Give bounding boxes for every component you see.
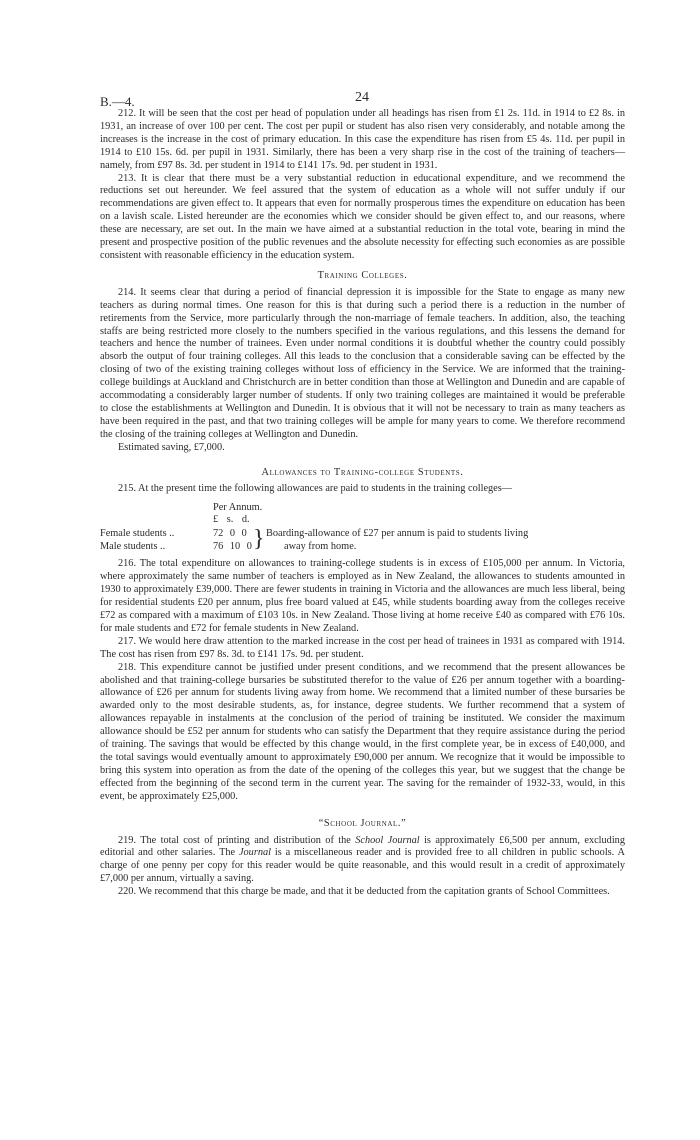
heading-training-colleges: Training Colleges. (317, 269, 408, 281)
boarding-note-line2: away from home. (284, 541, 357, 553)
estimated-saving-214: Estimated saving, £7,000. (118, 441, 225, 453)
report-reference: B.—4. (100, 94, 135, 109)
boarding-note-line1: Boarding-allowance of £27 per annum is paid to students living (266, 528, 529, 540)
heading-school-journal: “School Journal.” (318, 817, 407, 829)
document-body (100, 108, 625, 899)
page-number: 24 (355, 90, 369, 105)
paragraph-212: 212. It will be seen that the cost per head of population under all headings has risen from £1 2s. 11d. in 1914 to £2 8s. in 1931, an increase of over 100 per cent. The cost per pupil or student has also risen very considerably, and notable among the increases is the increase in the cost of primary education. In this case the expenditure has risen from £5 4s. 11d. per pupil in 1914 to £10 15s. 6d. per pupil in 1931. Similarly, there has been a very sharp rise in the cost of the training of teachers—namely, from £97 8s. 3d. per student in 1914 to £141 17s. 9d. per student in 1931. (100, 108, 625, 171)
paragraph-213: 213. It is clear that there must be a very substantial reduction in educational expenditure, and we recommend the reductions set out hereunder. We feel assured that the system of education as a whole will not suffer unduly if our recommendations are given effect to. It appears that even for normally prosperous times the expenditure on education has been on a lavish scale. Listed hereunder are the economies which we consider should be given effect to, and our reasons, where these are necessary, are set out. In the main we have aimed at a substantial reduction in the total vote, bearing in mind the present and prospective position of the public revenues and the absolute necessity for effecting such economies as are possible consistent with reasonable efficiency in the education system. (100, 172, 625, 261)
allowances-table (100, 500, 625, 556)
male-students-label: Male students .. (100, 541, 166, 553)
female-students-amount: 72 0 0 (213, 528, 247, 540)
paragraph-215: 215. At the present time the following allowances are paid to students in the training colleges— (118, 483, 513, 495)
per-annum-header: Per Annum. (213, 502, 263, 514)
paragraph-216: 216. The total expenditure on allowances to training-college students is in excess of £105,000 per annum. In Victoria, where approximately the same number of teachers is employed as in New Zealand, the allowances to students amounted in 1930 to approximately £39,000. There are fewer students in training in Victoria and the allowances are much less liberal, being for residential students £20 per annum, plus free board valued at £45, while students boarding away from the colleges receive £72 as compared with a maximum of £103 10s. in New Zealand. Those living at home receive £40 as compared with £76 10s. for male students and £72 for female students in New Zealand. (100, 558, 625, 634)
journal-title: Journal (238, 847, 272, 859)
paragraph-214: 214. It seems clear that during a period of financial depression it is impossible for the State to engage as many new teachers as during normal times. One reason for this is that during such a period there is a reduction in the number of retirements from the Service, more particularly through the non-marriage of female teachers. In addition, also, the teaching staffs are being restricted more closely to the numbers specified in the various regulations, and this lessens the demand for teachers and hence the number of trainees. Even under normal conditions it is doubtful whether the country could possibly absorb the output of four training colleges. All this leads to the conclusion that a considerable saving can be effected by the closing of two of the existing training colleges without loss of efficiency in the Service. We are informed that the training-college buildings at Auckland and Christchurch are in better condition than those at Wellington and Dunedin and are capable of accommodating a considerably larger number of students. If only two training colleges are maintained it would be preferable to close the establishments at Wellington and Dunedin. It is obvious that it will not be necessary to train as many teachers as have been required in the past, and that two training colleges will be ample for many years to come. We therefore recommend the closing of the training colleges at Wellington and Dunedin. (100, 286, 625, 440)
male-students-amount: 76 10 0 (213, 541, 252, 553)
heading-allowances: Allowances to Training-college Students. (261, 466, 464, 478)
paragraph-219: 219. The total cost of printing and distribution of the School Journal is approximately £6,500 per annum, excluding editorial and other salaries. The Journal is a miscellaneous reader and is provided free to all children in public schools. A charge of one penny per copy for this reader would be quite reasonable, and this would result in a credit of approximately £7,000 per annum, virtually a saving. (100, 834, 625, 885)
paragraph-218: 218. This expenditure cannot be justified under present conditions, and we recommend that the present allowances be abolished and that training-college bursaries be substituted therefor to the value of £26 per annum together with a boarding-allowance of £26 per annum for students living away from home. We recommend that a limited number of these bursaries be awarded only to the most desirable students, as, for instance, degree students. We further recommend that a system of allowances repayable in instalments at the conclusion of the period of training be instituted. We consider the maximum allowance should be £52 per annum for students who can satisfy the Department that they require assistance during the period of training. The savings that would be effected by this change would, in the first complete year, be in excess of £40,000, and the total savings would eventually amount to approximately £90,000 per annum. We recognize that it would be impossible to bring this system into operation as from the date of the opening of the colleges this year, but we suggest that the change be effected from the beginning of the second term in the current year. The saving for the remainder of 1932-33, would, in this event, be approximately £25,000. (100, 661, 625, 802)
currency-columns-header: £ s. d. (213, 514, 250, 526)
female-students-label: Female students .. (100, 528, 175, 540)
school-journal-title: School Journal (355, 834, 420, 846)
paragraph-217: 217. We would here draw attention to the marked increase in the cost per head of trainees in 1931 as compared with 1914. The cost has risen from £97 8s. 3d. to £141 17s. 9d. per student. (100, 635, 625, 660)
paragraph-220: 220. We recommend that this charge be made, and that it be deducted from the capitation grants of School Committees. (118, 886, 610, 898)
brace-icon: } (253, 526, 265, 553)
